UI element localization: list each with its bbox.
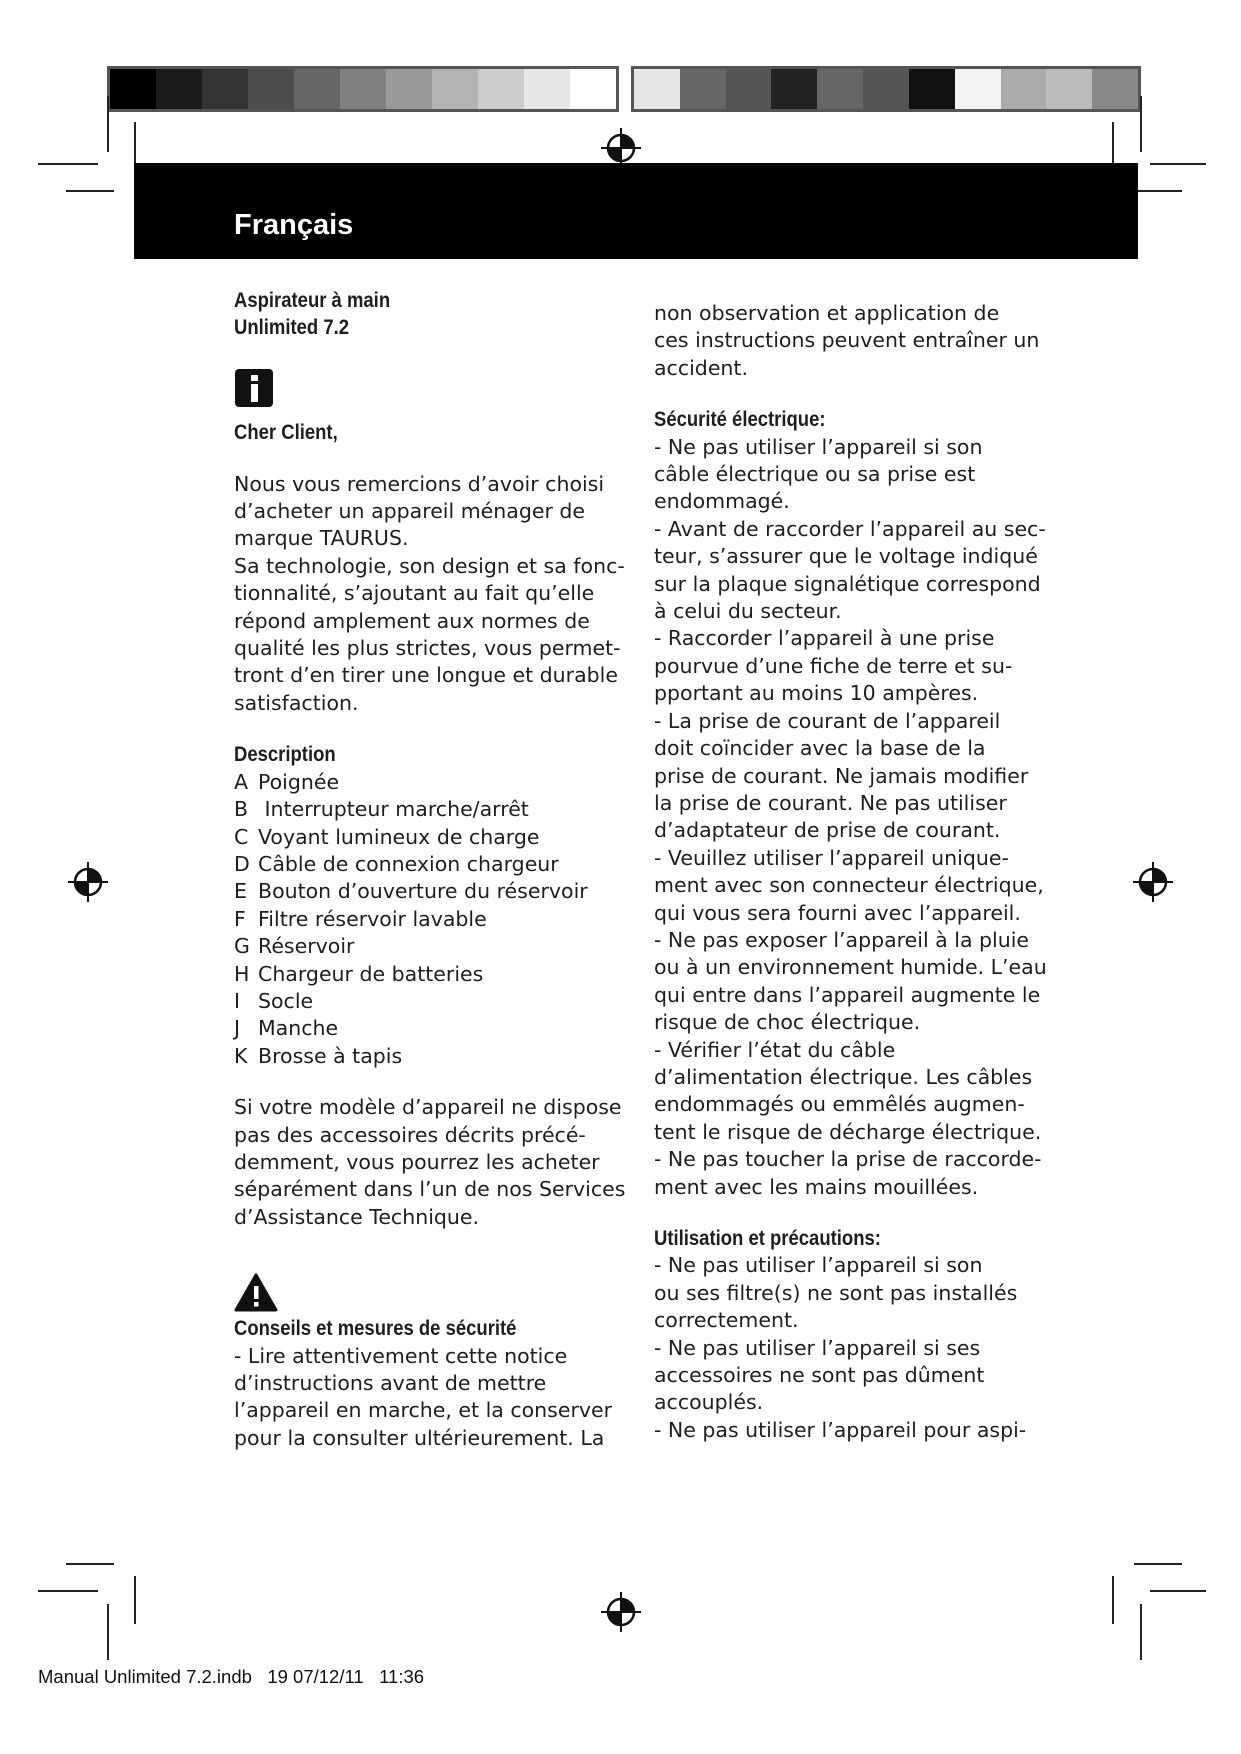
text-line: - Ne pas utiliser l’appareil pour aspi- (654, 1417, 1027, 1442)
text-line: Si votre modèle d’appareil ne dispose (234, 1095, 622, 1120)
description-item-letter: F (234, 906, 246, 931)
product-name-line-2: Unlimited 7.2 (234, 316, 350, 340)
description-item-text: Bouton d’ouverture du réservoir (258, 879, 588, 904)
text-line: - Ne pas toucher la prise de raccorde- (654, 1147, 1042, 1172)
text-line: séparément dans l’un de nos Services (234, 1177, 626, 1202)
crop-mark (38, 163, 98, 165)
calibration-swatch (680, 69, 726, 109)
description-item-text: Câble de connexion chargeur (258, 851, 559, 876)
text-line: ou à un environnement humide. L’eau (654, 955, 1047, 980)
calibration-swatch (909, 69, 955, 109)
slug-file: Manual Unlimited 7.2.indb (38, 1666, 252, 1687)
description-item-text: Filtre réservoir lavable (258, 906, 487, 931)
description-item (234, 933, 634, 960)
calibration-swatch (432, 69, 478, 109)
description-item (234, 988, 634, 1015)
text-line: - Ne pas exposer l’appareil à la pluie (654, 927, 1030, 952)
color-calibration-strip-left (107, 66, 619, 112)
crop-mark (1134, 190, 1182, 192)
calibration-swatch (386, 69, 432, 109)
calibration-swatch (478, 69, 524, 109)
safety-paragraph (234, 1343, 634, 1453)
safety-heading: Conseils et mesures de sécurité (234, 1317, 517, 1341)
text-line: ment avec les mains mouillées. (654, 1174, 979, 1199)
text-line: teur, s’assurer que le voltage indiqué (654, 544, 1038, 569)
crop-mark (66, 1563, 114, 1565)
text-line: non observation et application de (654, 301, 1000, 325)
text-line: endommagés ou emmêlés augmen- (654, 1092, 1025, 1117)
calibration-swatch (570, 69, 616, 109)
description-item (234, 796, 634, 823)
text-line: - La prise de courant de l’appareil (654, 708, 1001, 733)
left-column (234, 287, 634, 1452)
description-item-letter: H (234, 961, 250, 986)
crop-mark (1134, 1563, 1182, 1565)
usage-paragraph (654, 1252, 1054, 1444)
crop-mark (1140, 96, 1142, 152)
text-line: - Avant de raccorder l’appareil au sec- (654, 516, 1046, 541)
product-name-line-1: Aspirateur à main (234, 289, 391, 312)
calibration-swatch (863, 69, 909, 109)
slug-date: 07/12/11 (293, 1666, 364, 1687)
text-line: doit coïncider avec la base de la (654, 736, 986, 761)
description-item-text: Réservoir (258, 934, 355, 959)
text-line: câble électrique ou sa prise est (654, 462, 976, 487)
text-line: tront d’en tirer une longue et durable (234, 663, 618, 688)
text-line: la prise de courant. Ne pas utiliser (654, 790, 1007, 815)
text-line: - Ne pas utiliser l’appareil si son (654, 1253, 983, 1278)
text-line: sur la plaque signalétique correspond (654, 571, 1041, 596)
text-line: qui vous sera fourni avec l’appareil. (654, 900, 1021, 925)
text-line: pour la consulter ultérieurement. La (234, 1425, 605, 1450)
description-item-text: Interrupteur marche/arrêt (258, 797, 529, 822)
text-line: d’acheter un appareil ménager de (234, 499, 586, 524)
electric-safety-heading: Sécurité électrique: (654, 408, 826, 432)
right-column (654, 300, 1054, 1444)
text-line: prise de courant. Ne jamais modifier (654, 763, 1029, 788)
text-line: correctement. (654, 1308, 799, 1333)
text-line: pourvue d’une fiche de terre et su- (654, 653, 1013, 678)
text-line: ment avec son connecteur électrique, (654, 873, 1044, 898)
calibration-swatch (634, 69, 680, 109)
crop-mark (107, 1604, 109, 1660)
slug-page: 19 (267, 1666, 288, 1687)
text-line: accouplés. (654, 1390, 764, 1415)
electric-safety-paragraph (654, 434, 1054, 1201)
language-title: Français (234, 209, 354, 241)
description-item (234, 1015, 634, 1042)
crop-mark (1140, 1604, 1142, 1660)
text-line: qui entre dans l’appareil augmente le (654, 982, 1041, 1007)
text-line: tionnalité, s’ajoutant au fait qu’elle (234, 581, 595, 606)
calibration-swatch (817, 69, 863, 109)
description-item-text: Socle (258, 988, 314, 1013)
text-line: accessoires ne sont pas dûment (654, 1363, 985, 1388)
text-line: ou ses filtre(s) ne sont pas installés (654, 1280, 1018, 1305)
description-item-letter: K (234, 1043, 248, 1068)
text-line: risque de choc électrique. (654, 1010, 921, 1035)
crop-mark (107, 96, 109, 152)
crop-mark (38, 1590, 98, 1592)
text-line: pas des accessoires décrits précé- (234, 1122, 586, 1147)
calibration-swatch (1046, 69, 1092, 109)
calibration-swatch (294, 69, 340, 109)
crop-mark (1150, 1590, 1206, 1592)
registration-mark-bottom (601, 1592, 641, 1632)
registration-mark-left (68, 862, 108, 902)
description-item-letter: A (234, 769, 249, 794)
description-item-letter: E (234, 879, 247, 904)
text-line: d’instructions avant de mettre (234, 1371, 547, 1395)
registration-mark-top (601, 128, 641, 168)
description-item-letter: C (234, 824, 249, 849)
calibration-swatch (202, 69, 248, 109)
calibration-swatch (524, 69, 570, 109)
text-line: Nous vous remercions d’avoir choisi (234, 471, 605, 496)
text-line: - Veuillez utiliser l’appareil unique- (654, 845, 1009, 870)
crop-mark (1150, 163, 1206, 165)
print-slug (38, 1666, 424, 1688)
info-icon (234, 368, 274, 408)
text-line: tent le risque de décharge électrique. (654, 1119, 1042, 1144)
greeting: Cher Client, (234, 421, 338, 445)
calibration-swatch (726, 69, 772, 109)
intro-paragraph (234, 471, 634, 718)
description-item (234, 878, 634, 905)
text-line: - Ne pas utiliser l’appareil si ses (654, 1335, 981, 1360)
description-item-letter: D (234, 851, 250, 876)
text-line: - Lire attentivement cette notice (234, 1343, 568, 1368)
description-item-letter: I (234, 988, 241, 1013)
text-line: d’alimentation électrique. Les câbles (654, 1064, 1033, 1089)
crop-mark (66, 190, 114, 192)
crop-mark (134, 1576, 136, 1624)
usage-heading: Utilisation et précautions: (654, 1227, 881, 1250)
text-line: endommagé. (654, 489, 790, 514)
calibration-swatch (340, 69, 386, 109)
calibration-swatch (248, 69, 294, 109)
calibration-swatch (1001, 69, 1047, 109)
description-item-letter: B (234, 797, 249, 822)
text-line: - Ne pas utiliser l’appareil si son (654, 434, 983, 459)
description-item-text: Poignée (258, 769, 340, 794)
calibration-swatch (110, 69, 156, 109)
description-item-letter: G (234, 934, 250, 959)
accessories-paragraph (234, 1094, 634, 1231)
crop-mark (1112, 1576, 1114, 1624)
language-header-band (134, 163, 1138, 259)
description-list (234, 769, 634, 1070)
calibration-swatch (955, 69, 1001, 109)
text-line: ces instructions peuvent entraîner un (654, 328, 1040, 353)
calibration-swatch (156, 69, 202, 109)
description-item-text: Chargeur de batteries (258, 961, 484, 986)
color-calibration-strip-right (631, 66, 1141, 112)
crop-mark (134, 122, 136, 166)
slug-time: 11:36 (379, 1666, 425, 1687)
text-line: d’adaptateur de prise de courant. (654, 818, 1001, 843)
text-line: satisfaction. (234, 690, 359, 715)
description-item-text: Brosse à tapis (258, 1043, 403, 1068)
text-line: d’Assistance Technique. (234, 1204, 480, 1229)
text-line: - Vérifier l’état du câble (654, 1037, 896, 1062)
description-item (234, 961, 634, 988)
description-item (234, 906, 634, 933)
text-line: à celui du secteur. (654, 599, 842, 624)
registration-mark-right (1133, 862, 1173, 902)
text-line: répond amplement aux normes de (234, 608, 590, 633)
description-item (234, 851, 634, 878)
text-line: qualité les plus strictes, vous permet- (234, 636, 621, 661)
description-item-letter: J (234, 1016, 241, 1041)
description-item-text: Manche (258, 1016, 339, 1041)
description-item (234, 1043, 634, 1070)
description-item-text: Voyant lumineux de charge (258, 824, 540, 849)
text-line: pportant au moins 10 ampères. (654, 681, 979, 706)
text-line: marque TAURUS. (234, 526, 409, 551)
text-line: accident. (654, 355, 748, 380)
text-line: Sa technologie, son design et sa fonc- (234, 553, 625, 578)
text-line: demment, vous pourrez les acheter (234, 1149, 600, 1174)
continuation-paragraph (654, 300, 1054, 382)
calibration-swatch (771, 69, 817, 109)
warning-icon (234, 1273, 278, 1313)
calibration-swatch (1092, 69, 1138, 109)
description-heading: Description (234, 743, 336, 767)
description-item (234, 824, 634, 851)
description-item (234, 769, 634, 796)
text-line: l’appareil en marche, et la conserver (234, 1398, 613, 1423)
text-line: - Raccorder l’appareil à une prise (654, 626, 995, 651)
